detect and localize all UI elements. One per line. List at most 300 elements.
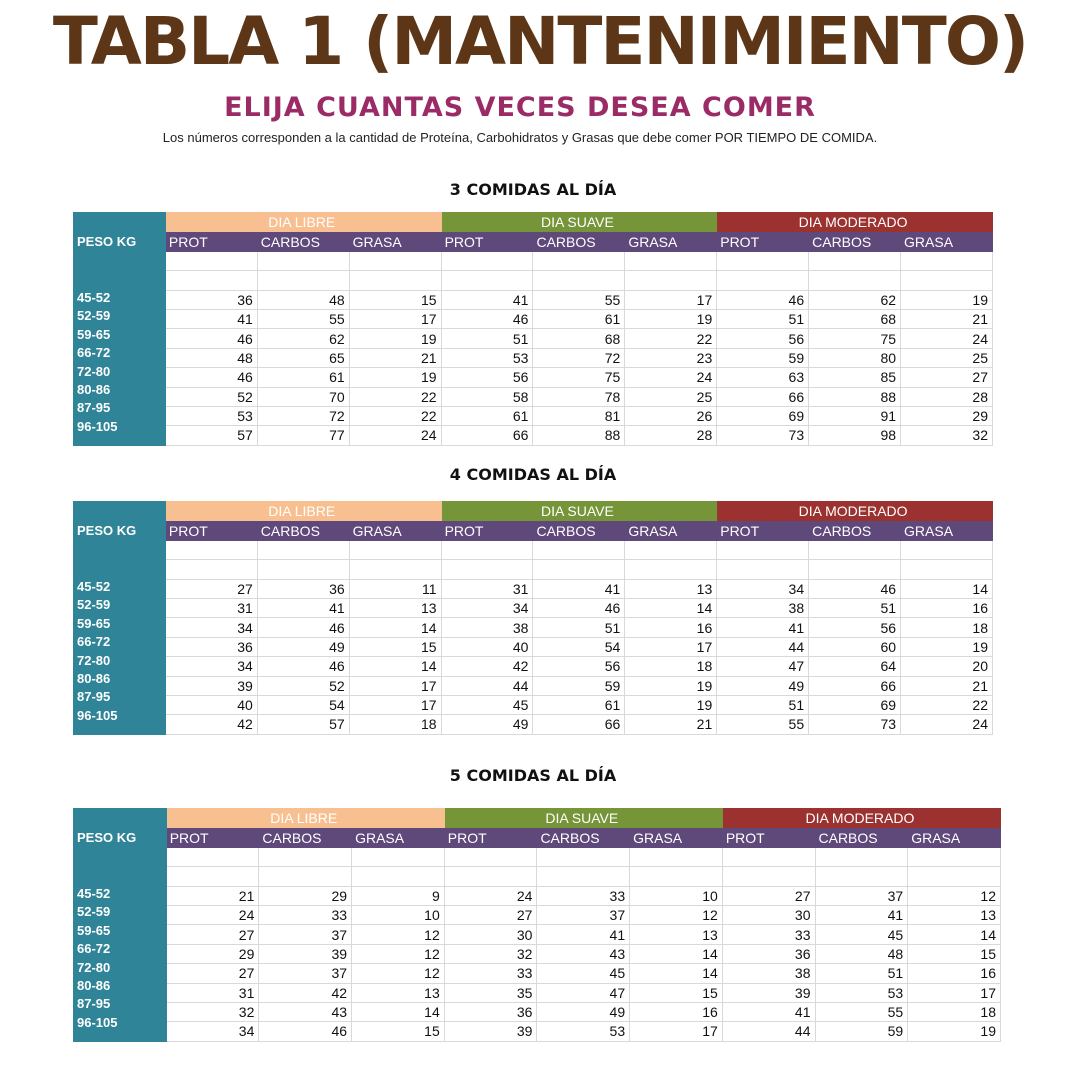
subheader-row <box>74 828 1001 847</box>
value-cell: 37 <box>259 964 352 983</box>
value-cell: 34 <box>166 1022 259 1041</box>
value-cell: 24 <box>901 715 993 734</box>
value-cell: 25 <box>901 348 993 367</box>
value-cell: 59 <box>717 348 809 367</box>
value-cell: 14 <box>901 579 993 598</box>
empty-cell <box>257 271 349 290</box>
subheader-carbos: CARBOS <box>815 828 908 847</box>
peso-range-label: 96-105 <box>77 418 118 434</box>
table-row <box>74 925 1001 944</box>
value-cell: 69 <box>809 695 901 714</box>
group-header-dia-moderado: DIA MODERADO <box>717 213 993 232</box>
value-cell: 21 <box>625 715 717 734</box>
value-cell: 14 <box>349 657 441 676</box>
empty-cell <box>257 251 349 270</box>
value-cell: 17 <box>349 695 441 714</box>
value-cell: 33 <box>537 886 630 905</box>
value-cell: 64 <box>809 657 901 676</box>
section-title-3-comidas: 3 COMIDAS AL DÍA <box>449 180 617 199</box>
empty-cell <box>717 540 809 559</box>
table-row <box>74 348 993 367</box>
value-cell: 51 <box>717 309 809 328</box>
empty-cell <box>625 251 717 270</box>
subheader-row <box>74 521 993 540</box>
empty-cell <box>165 560 257 579</box>
value-cell: 45 <box>441 695 533 714</box>
table-4-comidas <box>73 501 993 735</box>
table-row <box>74 579 993 598</box>
subheader-grasa: GRASA <box>630 828 723 847</box>
value-cell: 17 <box>908 983 1001 1002</box>
value-cell: 59 <box>815 1022 908 1041</box>
value-cell: 29 <box>166 944 259 963</box>
value-cell: 42 <box>259 983 352 1002</box>
subheader-carbos: CARBOS <box>257 232 349 251</box>
empty-cell <box>717 271 809 290</box>
value-cell: 51 <box>441 329 533 348</box>
value-cell: 36 <box>722 944 815 963</box>
peso-range-label: 45-52 <box>77 290 111 305</box>
table-row <box>74 637 993 656</box>
peso-kg-label: PESO KG <box>77 830 137 845</box>
group-header-dia-moderado: DIA MODERADO <box>722 809 1000 828</box>
value-cell: 58 <box>441 387 533 406</box>
table-row <box>74 657 993 676</box>
value-cell: 32 <box>444 944 537 963</box>
value-cell: 69 <box>717 406 809 425</box>
value-cell: 46 <box>809 579 901 598</box>
empty-cell <box>809 540 901 559</box>
value-cell: 36 <box>257 579 349 598</box>
peso-range-label: 59-65 <box>77 326 111 342</box>
subheader-prot: PROT <box>165 232 257 251</box>
empty-row <box>74 560 993 579</box>
empty-cell <box>722 867 815 886</box>
nutrition-table <box>73 212 993 446</box>
empty-cell <box>809 271 901 290</box>
value-cell: 38 <box>722 964 815 983</box>
value-cell: 15 <box>349 637 441 656</box>
value-cell: 24 <box>901 329 993 348</box>
value-cell: 61 <box>533 309 625 328</box>
peso-range-label: 66-72 <box>77 634 111 650</box>
value-cell: 17 <box>625 637 717 656</box>
nutrition-table <box>73 501 993 735</box>
empty-cell <box>625 540 717 559</box>
value-cell: 26 <box>625 406 717 425</box>
value-cell: 16 <box>625 618 717 637</box>
value-cell: 55 <box>717 715 809 734</box>
value-cell: 46 <box>259 1022 352 1041</box>
subheader-carbos: CARBOS <box>809 232 901 251</box>
empty-cell <box>533 271 625 290</box>
empty-row <box>74 867 1001 886</box>
table-row <box>74 905 1001 924</box>
empty-cell <box>441 271 533 290</box>
peso-range-label: 87-95 <box>77 689 111 705</box>
value-cell: 63 <box>717 368 809 387</box>
value-cell: 41 <box>717 618 809 637</box>
table-row <box>74 290 993 309</box>
value-cell: 53 <box>165 406 257 425</box>
value-cell: 24 <box>625 368 717 387</box>
empty-row <box>74 271 993 290</box>
empty-cell <box>901 251 993 270</box>
subheader-grasa: GRASA <box>625 232 717 251</box>
empty-cell <box>809 251 901 270</box>
peso-range-label: 45-52 <box>77 886 111 901</box>
value-cell: 36 <box>444 1002 537 1021</box>
group-header-dia-libre: DIA LIBRE <box>165 502 441 521</box>
value-cell: 40 <box>165 695 257 714</box>
value-cell: 18 <box>901 618 993 637</box>
peso-range-label: 87-95 <box>77 400 111 416</box>
value-cell: 72 <box>533 348 625 367</box>
value-cell: 21 <box>901 676 993 695</box>
subheader-prot: PROT <box>166 828 259 847</box>
peso-range-label: 52-59 <box>77 904 111 920</box>
value-cell: 31 <box>165 598 257 617</box>
value-cell: 46 <box>257 657 349 676</box>
peso-kg-header <box>74 213 166 446</box>
value-cell: 61 <box>257 368 349 387</box>
value-cell: 46 <box>441 309 533 328</box>
subheader-row <box>74 232 993 251</box>
value-cell: 27 <box>901 368 993 387</box>
table-row <box>74 983 1001 1002</box>
value-cell: 34 <box>165 657 257 676</box>
value-cell: 31 <box>441 579 533 598</box>
value-cell: 25 <box>625 387 717 406</box>
peso-range-label: 66-72 <box>77 941 111 957</box>
table-3-comidas <box>73 212 993 446</box>
value-cell: 66 <box>809 676 901 695</box>
subheader-grasa: GRASA <box>352 828 445 847</box>
empty-cell <box>257 560 349 579</box>
value-cell: 75 <box>533 368 625 387</box>
subheader-grasa: GRASA <box>908 828 1001 847</box>
value-cell: 12 <box>352 944 445 963</box>
empty-row <box>74 540 993 559</box>
value-cell: 12 <box>908 886 1001 905</box>
value-cell: 18 <box>908 1002 1001 1021</box>
value-cell: 75 <box>809 329 901 348</box>
subheader-grasa: GRASA <box>625 521 717 540</box>
value-cell: 27 <box>166 925 259 944</box>
empty-cell <box>166 847 259 866</box>
value-cell: 39 <box>722 983 815 1002</box>
value-cell: 73 <box>809 715 901 734</box>
subheader-grasa: GRASA <box>901 521 993 540</box>
value-cell: 24 <box>444 886 537 905</box>
empty-cell <box>441 540 533 559</box>
value-cell: 21 <box>166 886 259 905</box>
empty-cell <box>257 540 349 559</box>
empty-cell <box>815 867 908 886</box>
value-cell: 21 <box>901 309 993 328</box>
empty-cell <box>165 540 257 559</box>
value-cell: 14 <box>630 964 723 983</box>
value-cell: 55 <box>533 290 625 309</box>
value-cell: 53 <box>441 348 533 367</box>
value-cell: 16 <box>908 964 1001 983</box>
section-title-4-comidas: 4 COMIDAS AL DÍA <box>449 465 617 484</box>
value-cell: 56 <box>809 618 901 637</box>
value-cell: 14 <box>625 598 717 617</box>
value-cell: 12 <box>352 964 445 983</box>
value-cell: 51 <box>717 695 809 714</box>
empty-cell <box>533 540 625 559</box>
peso-range-label: 72-80 <box>77 652 111 668</box>
empty-cell <box>349 251 441 270</box>
value-cell: 56 <box>533 657 625 676</box>
table-row <box>74 618 993 637</box>
value-cell: 51 <box>815 964 908 983</box>
value-cell: 47 <box>717 657 809 676</box>
empty-cell <box>717 560 809 579</box>
value-cell: 42 <box>441 657 533 676</box>
value-cell: 18 <box>625 657 717 676</box>
value-cell: 98 <box>809 426 901 445</box>
peso-range-label: 80-86 <box>77 978 111 993</box>
peso-range-label: 72-80 <box>77 959 111 975</box>
empty-cell <box>625 560 717 579</box>
value-cell: 57 <box>257 715 349 734</box>
value-cell: 21 <box>349 348 441 367</box>
value-cell: 45 <box>537 964 630 983</box>
value-cell: 28 <box>625 426 717 445</box>
section-title-5-comidas: 5 COMIDAS AL DÍA <box>449 766 617 785</box>
table-row <box>74 406 993 425</box>
value-cell: 80 <box>809 348 901 367</box>
value-cell: 24 <box>166 905 259 924</box>
value-cell: 66 <box>441 426 533 445</box>
subheader-grasa: GRASA <box>901 232 993 251</box>
value-cell: 39 <box>259 944 352 963</box>
empty-cell <box>166 867 259 886</box>
value-cell: 88 <box>533 426 625 445</box>
value-cell: 17 <box>349 676 441 695</box>
value-cell: 51 <box>809 598 901 617</box>
value-cell: 11 <box>349 579 441 598</box>
value-cell: 13 <box>625 579 717 598</box>
empty-cell <box>815 847 908 866</box>
value-cell: 68 <box>809 309 901 328</box>
value-cell: 19 <box>901 637 993 656</box>
value-cell: 61 <box>441 406 533 425</box>
value-cell: 41 <box>533 579 625 598</box>
empty-cell <box>259 847 352 866</box>
value-cell: 28 <box>901 387 993 406</box>
value-cell: 12 <box>352 925 445 944</box>
empty-cell <box>352 847 445 866</box>
value-cell: 81 <box>533 406 625 425</box>
subheader-carbos: CARBOS <box>809 521 901 540</box>
table-row <box>74 426 993 445</box>
value-cell: 54 <box>257 695 349 714</box>
table-row <box>74 886 1001 905</box>
value-cell: 19 <box>625 695 717 714</box>
value-cell: 14 <box>352 1002 445 1021</box>
value-cell: 33 <box>444 964 537 983</box>
page-description: Los números corresponden a la cantidad de Proteína, Carbohidratos y Grasas que debe comer POR TIEMPO DE COMIDA. <box>162 130 878 145</box>
peso-range-label: 80-86 <box>77 382 111 397</box>
subheader-prot: PROT <box>441 521 533 540</box>
group-header-dia-libre: DIA LIBRE <box>166 809 444 828</box>
page-subtitle: ELIJA CUANTAS VECES DESEA COMER <box>224 92 816 123</box>
table-row <box>74 309 993 328</box>
value-cell: 73 <box>717 426 809 445</box>
peso-column <box>74 502 165 734</box>
subheader-carbos: CARBOS <box>533 232 625 251</box>
empty-cell <box>349 560 441 579</box>
value-cell: 41 <box>815 905 908 924</box>
table-row <box>74 598 993 617</box>
value-cell: 13 <box>630 925 723 944</box>
value-cell: 10 <box>352 905 445 924</box>
value-cell: 49 <box>717 676 809 695</box>
empty-cell <box>717 251 809 270</box>
value-cell: 46 <box>717 290 809 309</box>
value-cell: 45 <box>815 925 908 944</box>
peso-range-label: 52-59 <box>77 597 111 613</box>
empty-cell <box>444 867 537 886</box>
empty-cell <box>165 251 257 270</box>
peso-kg-header <box>74 502 166 735</box>
value-cell: 36 <box>165 290 257 309</box>
value-cell: 15 <box>630 983 723 1002</box>
group-header-dia-suave: DIA SUAVE <box>441 502 717 521</box>
value-cell: 44 <box>441 676 533 695</box>
peso-range-label: 72-80 <box>77 363 111 379</box>
value-cell: 38 <box>441 618 533 637</box>
value-cell: 32 <box>166 1002 259 1021</box>
value-cell: 9 <box>352 886 445 905</box>
value-cell: 56 <box>441 368 533 387</box>
value-cell: 41 <box>537 925 630 944</box>
peso-range-label: 59-65 <box>77 922 111 938</box>
value-cell: 49 <box>537 1002 630 1021</box>
subheader-carbos: CARBOS <box>259 828 352 847</box>
value-cell: 41 <box>441 290 533 309</box>
group-header-dia-suave: DIA SUAVE <box>441 213 717 232</box>
value-cell: 37 <box>259 925 352 944</box>
value-cell: 43 <box>537 944 630 963</box>
value-cell: 40 <box>441 637 533 656</box>
value-cell: 27 <box>444 905 537 924</box>
value-cell: 12 <box>630 905 723 924</box>
value-cell: 27 <box>165 579 257 598</box>
page-title: TABLA 1 (MANTENIMIENTO) <box>52 3 1028 80</box>
value-cell: 22 <box>349 406 441 425</box>
value-cell: 39 <box>165 676 257 695</box>
empty-cell <box>809 560 901 579</box>
nutrition-table <box>73 808 1001 1042</box>
value-cell: 34 <box>441 598 533 617</box>
value-cell: 37 <box>537 905 630 924</box>
value-cell: 41 <box>722 1002 815 1021</box>
value-cell: 68 <box>533 329 625 348</box>
empty-cell <box>259 867 352 886</box>
value-cell: 77 <box>257 426 349 445</box>
subheader-grasa: GRASA <box>349 521 441 540</box>
empty-cell <box>441 560 533 579</box>
value-cell: 49 <box>441 715 533 734</box>
value-cell: 29 <box>901 406 993 425</box>
peso-range-label: 80-86 <box>77 671 111 686</box>
value-cell: 85 <box>809 368 901 387</box>
value-cell: 48 <box>257 290 349 309</box>
table-row <box>74 944 1001 963</box>
value-cell: 57 <box>165 426 257 445</box>
value-cell: 44 <box>717 637 809 656</box>
table-row <box>74 1022 1001 1041</box>
value-cell: 66 <box>533 715 625 734</box>
value-cell: 13 <box>349 598 441 617</box>
empty-cell <box>908 867 1001 886</box>
empty-row <box>74 847 1001 866</box>
peso-range-label: 45-52 <box>77 579 111 594</box>
subheader-prot: PROT <box>165 521 257 540</box>
value-cell: 33 <box>722 925 815 944</box>
peso-range-label: 96-105 <box>77 1014 118 1030</box>
value-cell: 17 <box>349 309 441 328</box>
subheader-carbos: CARBOS <box>257 521 349 540</box>
value-cell: 15 <box>349 290 441 309</box>
value-cell: 19 <box>349 329 441 348</box>
value-cell: 46 <box>257 618 349 637</box>
value-cell: 31 <box>166 983 259 1002</box>
peso-column <box>74 809 166 1041</box>
peso-column <box>74 213 165 445</box>
value-cell: 22 <box>901 695 993 714</box>
group-header-dia-moderado: DIA MODERADO <box>717 502 993 521</box>
empty-cell <box>349 271 441 290</box>
subheader-prot: PROT <box>444 828 537 847</box>
table-row <box>74 387 993 406</box>
value-cell: 53 <box>537 1022 630 1041</box>
empty-cell <box>901 560 993 579</box>
peso-range-label: 66-72 <box>77 345 111 361</box>
value-cell: 13 <box>908 905 1001 924</box>
value-cell: 54 <box>533 637 625 656</box>
value-cell: 78 <box>533 387 625 406</box>
value-cell: 65 <box>257 348 349 367</box>
empty-cell <box>630 847 723 866</box>
group-header-row <box>74 213 993 232</box>
peso-range-label: 87-95 <box>77 996 111 1012</box>
value-cell: 32 <box>901 426 993 445</box>
empty-cell <box>901 540 993 559</box>
value-cell: 35 <box>444 983 537 1002</box>
value-cell: 36 <box>165 637 257 656</box>
empty-cell <box>901 271 993 290</box>
empty-cell <box>537 867 630 886</box>
value-cell: 62 <box>257 329 349 348</box>
table-row <box>74 329 993 348</box>
value-cell: 19 <box>625 676 717 695</box>
peso-kg-label: PESO KG <box>77 234 137 249</box>
value-cell: 18 <box>349 715 441 734</box>
value-cell: 24 <box>349 426 441 445</box>
empty-row <box>74 251 993 270</box>
value-cell: 38 <box>717 598 809 617</box>
subheader-carbos: CARBOS <box>533 521 625 540</box>
table-row <box>74 964 1001 983</box>
value-cell: 37 <box>815 886 908 905</box>
value-cell: 13 <box>352 983 445 1002</box>
value-cell: 19 <box>901 290 993 309</box>
